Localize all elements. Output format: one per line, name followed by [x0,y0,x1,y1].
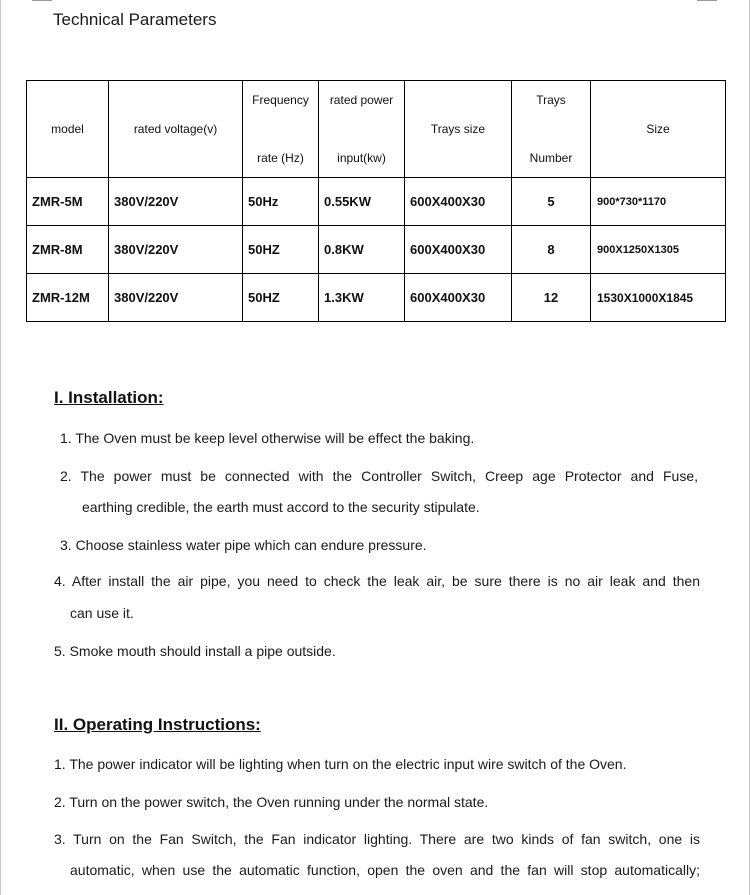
page-title: Technical Parameters [53,10,217,29]
header-trays-bottom: Number [529,151,573,165]
cell-size: 1530X1000X1845 [591,274,726,322]
installation-item-continued: earthing credible, the earth must accord to the security stipulate. [82,499,480,515]
cell-trays-size: 600X400X30 [405,226,512,274]
page-border-left [0,0,1,895]
header-frequency-top: Frequency [252,93,309,107]
installation-heading: I. Installation: [54,388,164,407]
operating-item: 3. Turn on the Fan Switch, the Fan indicator lighting. There are two kinds of fan switch, one is [54,831,700,847]
cell-size: 900X1250X1305 [591,226,726,274]
cell-trays-size: 600X400X30 [405,178,512,226]
header-rated-voltage: rated voltage(v) [109,81,243,178]
installation-item: 2. The power must be connected with the Controller Switch, Creep age Protector and Fuse, [60,468,698,484]
cell-trays-number: 5 [512,178,591,226]
installation-item: 1. The Oven must be keep level otherwise will be effect the baking. [60,430,475,446]
crop-mark-left [32,0,52,1]
technical-parameters-table [26,80,726,322]
operating-item-continued: automatic, when use the automatic function, open the oven and the fan will stop automatically; [70,862,700,878]
cell-trays-number: 8 [512,226,591,274]
cell-power: 0.55KW [319,178,405,226]
crop-mark-right [697,0,717,1]
operating-item: 2. Turn on the power switch, the Oven running under the normal state. [54,794,489,810]
table-row [27,226,726,274]
operating-instructions-heading: II. Operating Instructions: [54,715,261,734]
cell-frequency: 50HZ [243,274,319,322]
header-model: model [27,81,109,178]
installation-item: 5. Smoke mouth should install a pipe outside. [54,643,336,659]
table-header-row [27,81,726,178]
operating-item: 1. The power indicator will be lighting when turn on the electric input wire switch of the Oven. [54,756,627,772]
cell-voltage: 380V/220V [109,226,243,274]
cell-voltage: 380V/220V [109,274,243,322]
cell-voltage: 380V/220V [109,178,243,226]
header-size: Size [591,81,726,178]
header-rated-power [319,81,405,178]
header-trays-top: Trays [536,93,566,107]
header-frequency [243,81,319,178]
cell-model: ZMR-8M [27,226,109,274]
installation-item-continued: can use it. [70,605,134,621]
cell-frequency: 50HZ [243,226,319,274]
cell-model: ZMR-12M [27,274,109,322]
cell-frequency: 50Hz [243,178,319,226]
installation-item: 3. Choose stainless water pipe which can endure pressure. [60,537,427,553]
header-power-bottom: input(kw) [337,151,386,165]
table-row [27,178,726,226]
cell-power: 1.3KW [319,274,405,322]
table-row [27,274,726,322]
header-power-top: rated power [329,93,394,107]
cell-trays-size: 600X400X30 [405,274,512,322]
installation-item: 4. After install the air pipe, you need to check the leak air, be sure there is no air leak and then [54,573,700,589]
header-trays-size: Trays size [405,81,512,178]
header-frequency-bottom: rate (Hz) [257,151,304,165]
cell-trays-number: 12 [512,274,591,322]
header-trays-number [512,81,591,178]
cell-size: 900*730*1170 [591,178,726,226]
cell-model: ZMR-5M [27,178,109,226]
cell-power: 0.8KW [319,226,405,274]
